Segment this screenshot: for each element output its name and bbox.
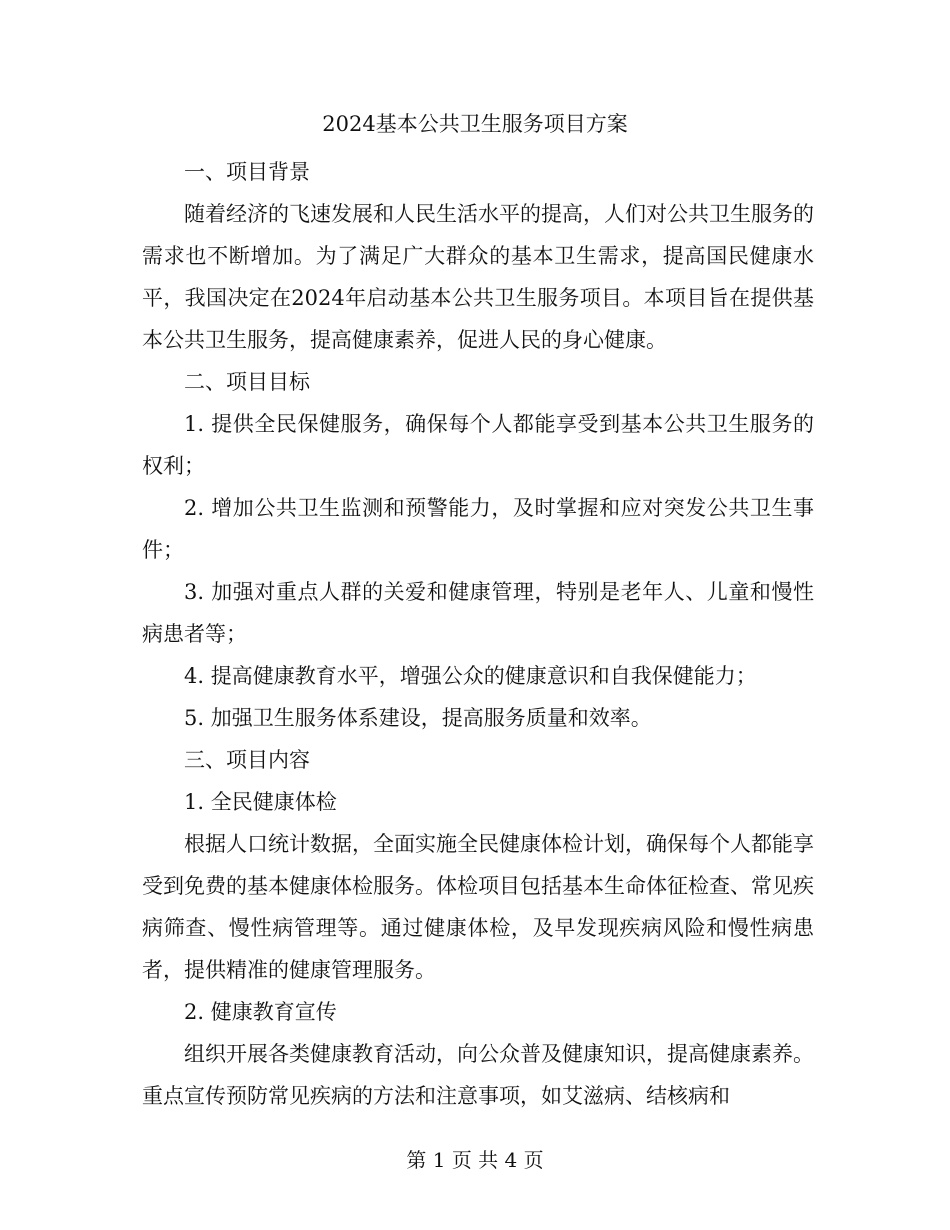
document-title: 2024基本公共卫生服务项目方案: [322, 112, 628, 136]
document-body: [142, 151, 814, 1117]
goal-item-4: 4. 提高健康教育水平，增强公众的健康意识和自我保健能力；: [184, 664, 757, 688]
page-number-footer: 第 1 页 共 4 页: [406, 1148, 544, 1172]
subheading-health-education: 2. 健康教育宣传: [184, 1000, 337, 1024]
paragraph-health-education: 组织开展各类健康教育活动，向公众普及健康知识，提高健康素养。重点宣传预防常见疾病的方法和注意事项，如艾滋病、结核病和: [142, 1042, 814, 1108]
paragraph-health-checkup: 根据人口统计数据，全面实施全民健康体检计划，确保每个人都能享受到免费的基本健康体检服务。体检项目包括基本生命体征检查、常见疾病筛查、慢性病管理等。通过健康体检，及早发现疾病风险和慢性病患者，提供精准的健康管理服务。: [142, 832, 814, 982]
section-heading-background: 一、项目背景: [184, 160, 310, 184]
goal-item-2: 2. 增加公共卫生监测和预警能力，及时掌握和应对突发公共卫生事件；: [142, 496, 814, 562]
section-heading-goals: 二、项目目标: [184, 370, 310, 394]
section-heading-content: 三、项目内容: [184, 748, 310, 772]
goal-item-1: 1. 提供全民保健服务，确保每个人都能享受到基本公共卫生服务的权利；: [142, 412, 814, 478]
goal-item-3: 3. 加强对重点人群的关爱和健康管理，特别是老年人、儿童和慢性病患者等；: [142, 580, 814, 646]
subheading-health-checkup: 1. 全民健康体检: [184, 790, 337, 814]
paragraph-background: 随着经济的飞速发展和人民生活水平的提高，人们对公共卫生服务的需求也不断增加。为了满足广大群众的基本卫生需求，提高国民健康水平，我国决定在2024年启动基本公共卫生服务项目。本项目旨在提供基本公共卫生服务，提高健康素养，促进人民的身心健康。: [142, 202, 814, 352]
goal-item-5: 5. 加强卫生服务体系建设，提高服务质量和效率。: [184, 706, 652, 730]
